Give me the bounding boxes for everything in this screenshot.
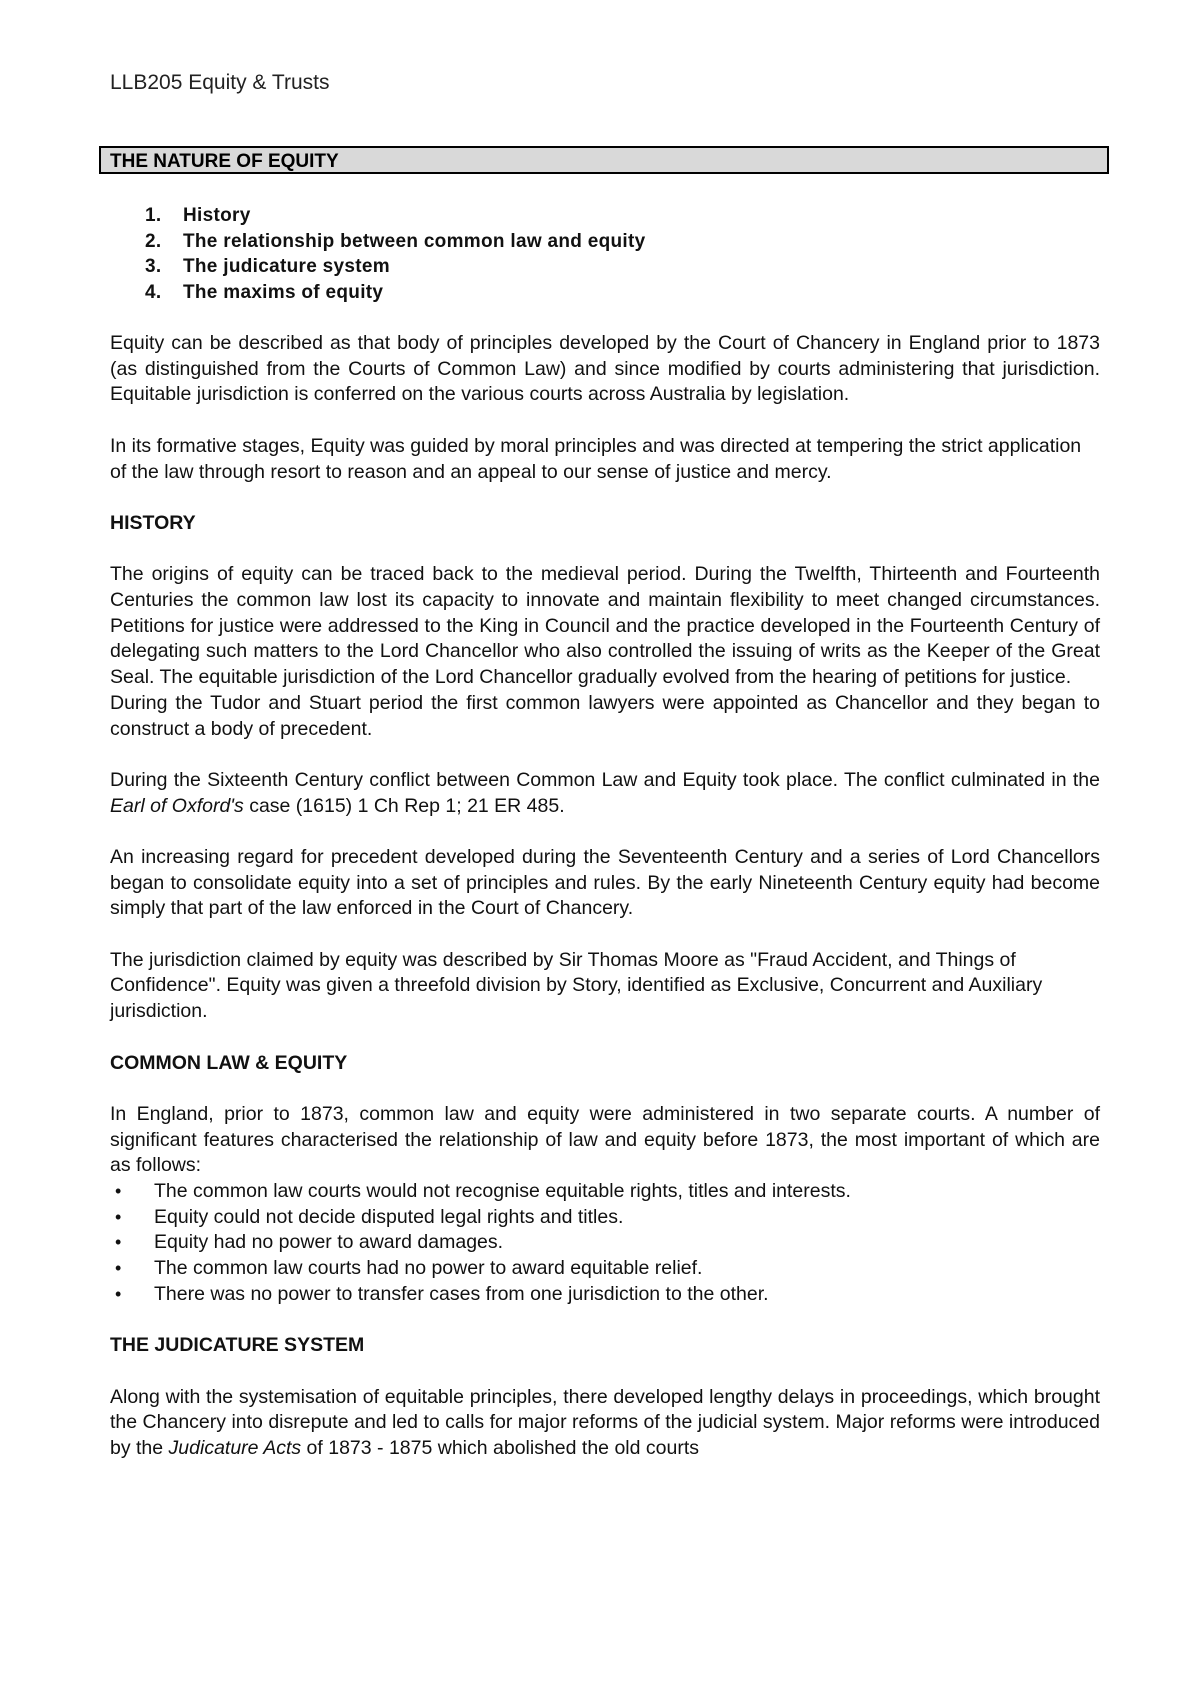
bullet-icon: • — [115, 1283, 122, 1304]
text-run: Along with the systemisation of equitable principles, there developed lengthy delays in proceedings, which brought the Chancery into disrepute and led to calls for major reforms of the judicial system. Major reforms were introduced by the — [110, 1385, 1100, 1460]
features-list — [110, 1179, 1100, 1308]
case-name: Earl of Oxford's — [110, 794, 244, 817]
history-paragraph: The origins of equity can be traced back to the medieval period. During the Twelfth, Thirteenth and Fourteenth Centuries the common law lost its capacity to innovate and maintain flexibility to meet changed circumstances. Petitions for justice were addressed to the King in Council and the practice developed in the Fourteenth Century of delegating such matters to the Lord Chancellor who also controlled the issuing of writs as the Keeper of the Great Seal. The equitable jurisdiction of the Lord Chancellor gradually evolved from the hearing of petitions for justice. — [110, 563, 1100, 689]
document-body — [110, 331, 1100, 1462]
title-box — [99, 146, 1109, 174]
section-heading-common-law: COMMON LAW & EQUITY — [110, 1051, 348, 1074]
list-item — [110, 1230, 1100, 1256]
list-item-text: There was no power to transfer cases from one jurisdiction to the other. — [154, 1282, 769, 1305]
history-paragraph: The jurisdiction claimed by equity was described by Sir Thomas Moore as "Fraud Accident, and Things of Confidence". Equity was given a threefold division by Story, identified as Exclusive, Concurrent and Auxiliary jurisdiction. — [110, 948, 1043, 1023]
list-item-text: The common law courts would not recognise equitable rights, titles and interests. — [154, 1180, 851, 1203]
toc-number: 4. — [145, 281, 162, 303]
list-item — [110, 1282, 1100, 1308]
text-run: of 1873 - 1875 which abolished the old courts — [301, 1437, 699, 1460]
common-law-paragraph: In England, prior to 1873, common law and equity were administered in two separate courts. A number of significant features characterised the relationship of law and equity before 1873, the most important of which are as follows: — [110, 1102, 1100, 1177]
toc-label: The relationship between common law and equity — [183, 230, 646, 252]
bullet-icon: • — [115, 1232, 122, 1253]
intro-paragraph: Equity can be described as that body of principles developed by the Court of Chancery in England prior to 1873 (as distinguished from the Courts of Common Law) and since modified by courts administering that jurisdiction. Equitable jurisdiction is conferred on the various courts across Australia by legislation. — [110, 332, 1100, 406]
intro-paragraph: In its formative stages, Equity was guided by moral principles and was directed at tempering the strict application of the law through resort to reason and an appeal to our sense of justice and mercy. — [110, 434, 1082, 483]
list-item-text: The common law courts had no power to award equitable relief. — [154, 1257, 703, 1280]
history-paragraph: During the Tudor and Stuart period the first common lawyers were appointed as Chancellor and they began to construct a body of precedent. — [110, 691, 1100, 740]
list-item — [110, 1179, 1100, 1205]
toc-label: History — [183, 205, 251, 226]
section-heading-judicature: THE JUDICATURE SYSTEM — [110, 1334, 365, 1357]
toc-number: 2. — [145, 230, 162, 252]
page-header: LLB205 Equity & Trusts — [110, 71, 330, 94]
text-run: case (1615) 1 Ch Rep 1; 21 ER 485. — [243, 794, 565, 817]
bullet-icon: • — [115, 1258, 122, 1279]
list-item-text: Equity had no power to award damages. — [154, 1231, 504, 1254]
toc-item — [145, 203, 645, 229]
history-paragraph — [110, 768, 1100, 819]
section-heading-history: HISTORY — [110, 511, 196, 534]
bullet-icon: • — [115, 1181, 122, 1202]
document-title: THE NATURE OF EQUITY — [110, 151, 339, 172]
toc-label: The judicature system — [183, 256, 390, 277]
table-of-contents — [145, 203, 645, 305]
history-paragraph: An increasing regard for precedent developed during the Seventeenth Century and a series of Lord Chancellors began to consolidate equity into a set of principles and rules. By the early Nineteenth Century equity had become simply that part of the law enforced in the Court of Chancery. — [110, 845, 1100, 920]
list-item — [110, 1256, 1100, 1282]
toc-item — [145, 229, 645, 255]
judicature-paragraph — [110, 1385, 1100, 1462]
toc-item — [145, 254, 645, 280]
list-item-text: Equity could not decide disputed legal rights and titles. — [154, 1205, 624, 1228]
bullet-icon: • — [115, 1206, 122, 1227]
list-item — [110, 1205, 1100, 1231]
toc-item — [145, 280, 645, 306]
toc-number: 3. — [145, 256, 162, 277]
toc-label: The maxims of equity — [183, 281, 384, 303]
text-run: During the Sixteenth Century conflict between Common Law and Equity took place. The conflict culminated in the — [110, 768, 1100, 791]
toc-number: 1. — [145, 205, 162, 226]
act-name: Judicature Acts — [168, 1437, 302, 1460]
